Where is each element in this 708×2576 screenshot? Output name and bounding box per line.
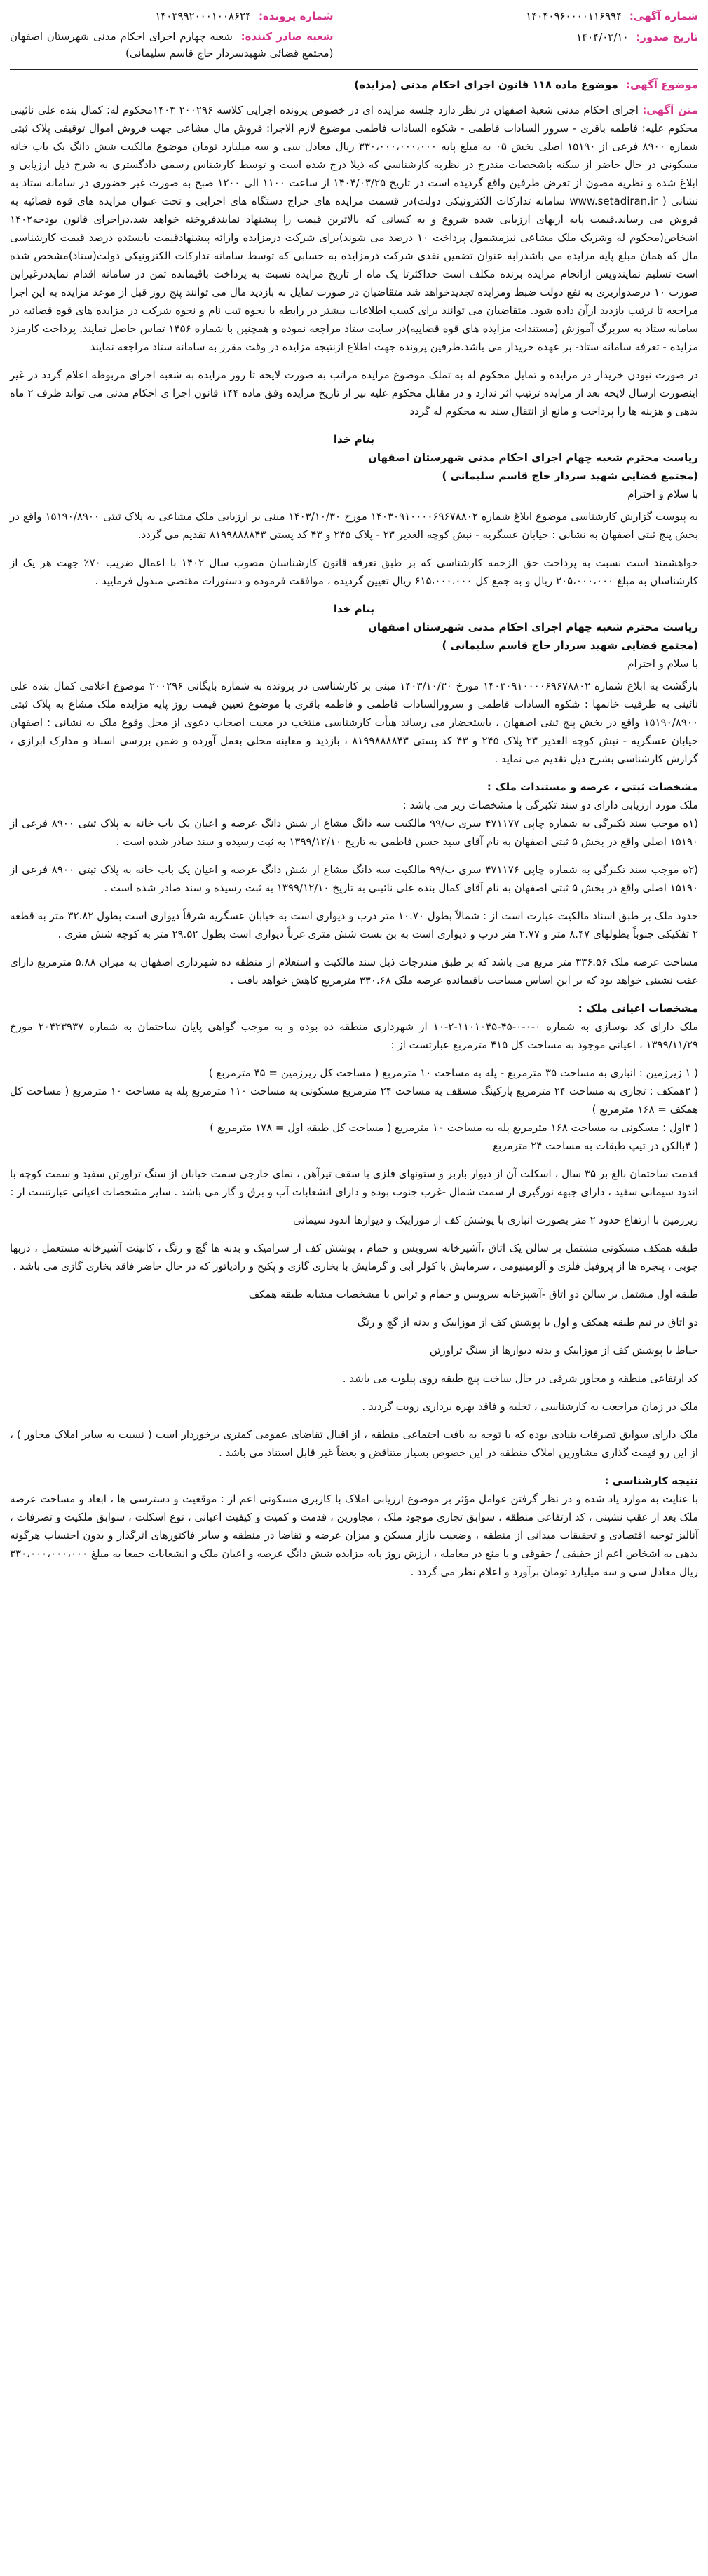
deed-1: (۱ه موجب سند تکبرگی به شماره چاپی ۴۷۱۱۷۷ سری ب/۹۹ مالکیت سه دانگ مشاع از شش دانگ عرصه و اعیان یک باب خانه به پلاک ثبتی ۸۹۰۰ فرعی از ۱۵۱۹۰ اصلی واقع در بخش ۵ ثبتی اصفهان به نام آقای سید حسن فاطمی به تاریخ ۱۳۹۹/۱۲/۱۰ به ثبت رسیده و سند صادر شده است . [10, 817, 698, 848]
mezzanine-detail: دو اتاق در نیم طبقه همکف و اول با پوشش کف از موزاییک و بدنه از گچ و رنگ [357, 1316, 698, 1329]
header-divider [10, 69, 698, 70]
floor-first: ( ۳اول : مسکونی به مساحت ۱۶۸ مترمربع پله به مساحت ۱۰ مترمربع ( مساحت کل طبقه اول = ۱۷۸ مترمربع ) [210, 1121, 698, 1134]
bismillah-1: بنام خدا [333, 433, 375, 446]
yard-detail: حیاط با پوشش کف از موزاییک و بدنه دیوارها از سنگ تراورتن [429, 1344, 698, 1357]
issue-date-row [374, 28, 698, 46]
ad-number-row [374, 7, 698, 25]
vacancy-detail: ملک در زمان مراجعت به کارشناسی ، تخلیه و فاقد بهره برداری رویت گردید . [362, 1400, 698, 1413]
floor-ground: ( ۲همکف : تجاری به مساحت ۲۴ مترمربع پارکینگ مسقف به مساحت ۲۴ مترمربع مسکونی به مساحت ۱۱۰ مترمربع پله به مساحت ۱۰ مترمربع ( مساحت کل همکف = ۱۶۸ مترمربع ) [10, 1085, 698, 1116]
notice-text-label: متن آگهی: [642, 104, 698, 116]
header-left-column [10, 7, 334, 62]
ad-number-label: شماره آگهی: [629, 10, 698, 22]
issuer-value: شعبه چهارم اجرای احکام مدنی شهرستان اصفهان (مجتمع قضائی شهیدسردار حاج قاسم سلیمانی) [10, 30, 334, 60]
issue-date-value: ۱۴۰۴/۰۳/۱۰ [576, 31, 629, 43]
issuer-row [10, 28, 334, 62]
addressee-2-line-1: ریاست محترم شعبه چهام اجرای احکام مدنی شهرستان اصفهان [368, 621, 698, 633]
building-specs-heading: مشخصات اعیانی ملک : [578, 1002, 698, 1015]
deed-2: (۲ه موجب سند تکبرگی به شماره چاپی ۴۷۱۱۷۶ سری ب/۹۹ مالکیت سه دانگ مشاع از شش دانگ عرصه و اعیان یک باب خانه به پلاک ثبتی ۸۹۰۰ فرعی از ۱۵۱۹۰ اصلی واقع در بخش ۵ ثبتی اصفهان به نام آقای کمال بنده علی نائینی به تاریخ ۱۳۹۹/۱۲/۱۰ به ثبت رسیده و سند صادر شده است . [10, 863, 698, 894]
building-age-paragraph: قدمت ساختمان بالغ بر ۳۵ سال ، اسکلت آن از دیوار باربر و ستونهای فلزی با سقف تیرآهن ، نمای خارجی سمت خیابان از سنگ تراورتن سفید و سمت کوچه با اندود سیمانی سفید ، دارای جبهه نورگیری از سمت شمال -غرب جنوب بوده و دارای انشعابات آب و برق و گاز می باشد . سایر مشخصات اعیانی عبارتست از : [10, 1167, 698, 1198]
floor-basement: ( ۱ زیرزمین : انباری به مساحت ۳۵ مترمربع - پله به مساحت ۱۰ مترمربع ( مساحت کل زیرزمین = ۴۵ مترمربع ) [208, 1067, 698, 1079]
ownership-intro: ملک مورد ارزیابی دارای دو سند تکبرگی با مشخصات زیر می باشد : [402, 799, 698, 811]
expert-fee-paragraph: خواهشمند است نسبت به پرداخت حق الزحمه کارشناسی که بر طبق تعرفه قانون کارشناسان مصوب سال ۱۴۰۲ با اعمال ضریب ۷۰٪ جهت هر یک از کارشناسان به مبلغ ۲۰۵،۰۰۰،۰۰۰ ریال و به جمع کل ۶۱۵،۰۰۰،۰۰۰ ریال تعیین گردیده ، موافقت فرموده و دستورات مقتضی مبذول فرمایید . [10, 556, 698, 587]
addressee-1-line-1: ریاست محترم شعبه چهام اجرای احکام مدنی شهرستان اصفهان [368, 451, 698, 464]
case-number-label: شماره پرونده: [258, 10, 334, 22]
subject-label: موضوع آگهی: [625, 78, 698, 91]
result-paragraph: با عنایت به موارد یاد شده و در نظر گرفتن عوامل مؤثر بر موضوع ارزیابی املاک با کاربری مسکونی اعم از : موقعیت و دسترسی ها ، ابعاد و مساحت عرصه ملک بعد از عقب نشینی ، کد ارتفاعی منطقه ، سوابق تجاری موجود ملک ، مجاورین ، قدمت و کمیت و کیفیت اعیانی ، نوع اسکلت ، سوابق ملکیت و تصرفات ، آنالیز توجیه اقتصادی و تحقیقات میدانی از منطقه ، وضعیت بازار مسکن و میزان عرضه و تقاضا در منطقه و سایر فاکتورهای اثرگذار و بدون احتساب هرگونه بدهی به اشخاص اعم از حقیقی / حقوقی و یا منع در معامله ، ارزش روز پایه مزایده شش دانگ عرصه و اعیان ملک و انشعابات جمعا به مبلغ ۳۳۰،۰۰۰،۰۰۰،۰۰۰ ریال معادل سی و سه میلیارد تومان برآورد و اعلام نظر می گردد . [10, 1493, 698, 1578]
greeting-2: با سلام و احترام [627, 657, 698, 670]
renovation-code-paragraph: ملک دارای کد نوسازی به شماره ۰-۰-۰-۴۵-۱۱۰۱۰۴۵-۲-۱۰ از شهرداری منطقه ده بوده و به موجب گواهی پایان ساختمان به شماره ۲۰۴۲۳۹۳۷ مورخ ۱۳۹۹/۱۱/۲۹ ، اعیانی موجود به مساحت کل ۴۱۵ مترمربع عبارتست از : [10, 1020, 698, 1051]
bismillah-2: بنام خدا [333, 603, 375, 615]
addressee-2-line-2: (مجتمع قضایی شهید سردار حاج قاسم سلیمانی ) [442, 639, 698, 652]
floor-balcony: ( ۴بالکن در تیپ طبقات به مساحت ۲۴ مترمربع [493, 1139, 698, 1152]
boundaries-paragraph: حدود ملک بر طبق اسناد مالکیت عبارت است از : شمالاً بطول ۱۰.۷۰ متر درب و دیواری است به خیابان عسگریه شرقاً دیواری است بطول ۳۲.۸۲ متر به قطعه ۲ تفکیکی جنوباً بطولهای ۸.۴۷ متر و ۲.۷۷ متر درب و دیواری است به بن بست شش متری غرباً دیواری است بطول ۲۹.۵۲ متر به کوچه شش متری . [10, 910, 698, 940]
result-heading: نتیجه کارشناسی : [604, 1474, 698, 1487]
registration-specs-heading: مشخصات ثبتی ، عرصه و مستندات ملک : [486, 781, 698, 793]
subject-row [10, 76, 698, 94]
subject-text: موضوع ماده ۱۱۸ قانون اجرای احکام مدنی (مزایده) [354, 78, 618, 91]
notice-paragraph-1 [10, 101, 698, 356]
expert-report-paragraph: به پیوست گزارش کارشناسی موضوع ابلاغ شماره ۱۴۰۳۰۹۱۰۰۰۰۶۹۶۷۸۸۰۲ مورخ ۱۴۰۳/۱۰/۳۰ مبنی بر ارزیابی ملک مشاعی به پلاک ثبتی ۱۵۱۹۰/۸۹۰۰ واقع در بخش پنج ثبتی اصفهان به نشانی : خیابان عسگریه - نبش کوچه الغدیر ۲۳ - پلاک ۲۴۵ و ۴۳ کد پستی ۸۱۹۹۸۸۸۸۴۳ تقدیم می گردد. [10, 510, 698, 541]
occupancy-history-detail: ملک دارای سوابق تصرفات بنیادی بوده که با توجه به بافت اجتماعی منطقه ، از اقبال تقاضای عمومی کمتری برخوردار است ( نسبت به سایر املاک مجاور ) ، از این رو قیمت گذاری مشاورین املاک منطقه در این خصوص بسیار متناقض و بعضاً غیر قابل استناد می باشد . [10, 1428, 698, 1459]
case-number-row [10, 7, 334, 25]
notice-header [10, 7, 698, 62]
notice-text: اجرای احکام مدنی شعبهٔ اصفهان در نظر دارد جلسه مزایده ای در خصوص پرونده اجرایی کلاسه ۲۰۰۲۹۶ ۱۴۰۳محکوم له: کمال بنده علی نائینی محکوم علیه: فاطمه باقری - سرور السادات فاطمی - شکوه السادات فاطمی موضوع لازم الاجرا: فروش مال مشاعی جهت فروش اموال توقیفی پلاک ثبتی شماره ۸۹۰۰ فرعی از ۱۵۱۹۰ اصلی بخش ۰۵ به مبلغ پایه ۳۳۰،۰۰۰،۰۰۰،۰۰۰ ریال معادل سی و سه میلیارد تومان موضوع مالکیت شش دانگ یک باب خانه مسکونی در حال حاضر از سکنه باشخصات مندرج در نظریه کارشناسی که ذیلا درج شده است و توسط کارشناس رسمی دادگستری به شرح ذیل ارزیابی و ابلاغ شده و نظریه مصون از تعرض طرفین واقع گردیده است در تاریخ ۱۴۰۴/۰۳/۲۵ از ساعت ۱۱۰۰ الی ۱۲۰۰ صبح به صورت غیر حضوری در سامانه ستاد به نشانی ( www.setadiran.ir سامانه تدارکات الکترونیکی دولت)در قسمت مزایده های حراج دستگاه های اجرایی و تحت عنوان مزایده های قوه قضائیه به فروش می رساند.قیمت پایه ازبهای ارزیابی شده شروع و به کسانی که بالاترین قیمت را پیشنهاد نمایندفروخته خواهد شد.دراجرای قانون بودجه۱۴۰۲ اشخاص(محکوم له وشریک ملک مشاعی نیزمشمول پرداخت ۱۰ درصد می شوند)برای شرکت درمزایده وارائه پیشنهادقیمت بایستده درصد قیمت کارشناسی مال که همان مبلغ پایه مزایده می باشدرابه عنوان تضمین نقدی شرکت درمزایده به حسابی که توسط سامانه تدارکات الکترونیکی دولت(ستاد)مشخص شده است تسلیم نمایندوپس ازانجام مزایده برنده مکلف است حداکثرتا یک ماه از تاریخ مزایده نسبت به پرداخت باقیمانده ثمن در سامانه اقدام نمایددرغیراین صورت ۱۰ درصدواریزی به نفع دولت ضبط ومزایده تجدیدخواهد شد متقاضیان در صورت تمایل به بازدید مال می توانند پنج روز قبل از موعد مزایده به این اجرا مراجعه تا ترتیب بازدید ازآن داده شود. متقاضیان می توانند برای کسب اطلاعات بیشتر در رابطه با نحوه ثبت نام و نحوه شرکت در مزایده های قوه قضائیه در سامانه ستاد به سربرگ آموزش (مستندات مزایده های قوه قضاییه)در سایت ستاد مراجعه نموده و همچنین با شماره ۱۴۵۶ تماس حاصل نمایند. پرداخت کارمزد مزایده - تعرفه سامانه ستاد- بر عهده خریدار می باشد.طرفین پرونده جهت اطلاع ازنتیجه مزایده در وقت مقرر به سامانه ستاد مراجعه نمایند [10, 104, 699, 353]
header-right-column [374, 7, 698, 49]
case-number-value: ۱۴۰۳۹۹۲۰۰۰۱۰۰۸۶۲۴ [155, 10, 252, 22]
ad-number-value: ۱۴۰۴۰۹۶۰۰۰۰۱۱۶۹۹۴ [526, 10, 622, 22]
addressee-1-line-2: (مجتمع قضایی شهید سردار حاج قاسم سلیمانی ) [442, 470, 698, 482]
basement-detail: زیرزمین با ارتفاع حدود ۲ متر بصورت انباری با پوشش کف از موزاییک و دیوارها اندود سیمانی [293, 1214, 698, 1226]
greeting-1: با سلام و احترام [627, 488, 698, 500]
issuer-label: شعبه صادر کننده: [240, 30, 334, 43]
height-code-detail: کد ارتفاعی منطقه و مجاور شرقی در حال ساخت پنج طبقه روی پیلوت می باشد . [342, 1372, 698, 1385]
first-floor-detail: طبقه اول مشتمل بر سالن دو اتاق -آشپزخانه سرویس و حمام و تراس با مشخصات مشابه طبقه همکف [248, 1288, 698, 1301]
ground-floor-detail: طبقه همکف مسکونی مشتمل بر سالن یک اتاق ،آشپزخانه سرویس و حمام ، پوشش کف از سرامیک و بدنه ها گچ و رنگ ، کابینت آشپزخانه مستعمل ، دربها چوبی ، پنجره ها از پروفیل فلزی و آلومینیومی ، سرمایش با کولر آبی و گرمایش با بخاری گازی و پکیج و رادیاتور که در حال حاضر فاقد بخاری گازی می باشد . [10, 1242, 698, 1273]
issue-date-label: تاریخ صدور: [636, 31, 698, 43]
assessment-intro-paragraph: بازگشت به ابلاغ شماره ۱۴۰۳۰۹۱۰۰۰۰۶۹۶۷۸۸۰۲ مورخ ۱۴۰۳/۱۰/۳۰ مبنی بر کارشناسی در پرونده به شماره بایگانی ۲۰۰۲۹۶ موضوع اعلامی کمال بنده علی نائینی به طرفیت خانمها : شکوه السادات فاطمی و سرورالسادات فاطمی و فاطمه باقری با موضوع تعیین قیمت روز پایه مزایده ملک مشاع به پلاک ثبتی ۱۵۱۹۰/۸۹۰۰ واقع در بخش پنج ثبتی اصفهان ، باستحضار می رساند هیأت کارشناسی منتخب در معیت اصحاب دعوی از محل وقوع ملک به نشانی : اصفهان خیابان عسگریه - نبش کوچه الغدیر ۲۳ پلاک ۲۴۵ و ۴۳ کد پستی ۸۱۹۹۸۸۸۸۴۳ ، بازدید و معاینه محلی بعمل آورده و ضمن بررسی اسناد و مدارک ابرازی ، گزارش کارشناسی بشرح ذیل تقدیم می نماید . [10, 680, 699, 765]
notice-paragraph-2: در صورت نبودن خریدار در مزایده و تمایل محکوم له به تملک موضوع مزایده مراتب به صورت لایحه تا روز مزایده به شعبه اجرای مربوطه اعلام گردد در غیر اینصورت ارسال لایحه بعد از مزایده ترتیب اثر ندارد و در مقابل محکوم علیه نیز از تاریخ مزایده وفق ماده ۱۴۴ قانون اجرا ی احکام مدنی می تواند ظرف ۲ ماه بدهی و هزینه ها را پرداخت و مانع از انتقال سند به محکوم له گردد [10, 369, 699, 418]
land-area-paragraph: مساحت عرصه ملک ۳۳۶.۵۶ متر مربع می باشد که بر طبق مندرجات ذیل سند مالکیت و استعلام از منطقه ده شهرداری اصفهان به میزان ۵.۸۸ مترمربع دارای عقب نشینی خواهد بود که بر این اساس مساحت باقیمانده عرصه ملک ۳۳۰.۶۸ مترمربع کاهش خواهد یافت . [10, 956, 698, 987]
